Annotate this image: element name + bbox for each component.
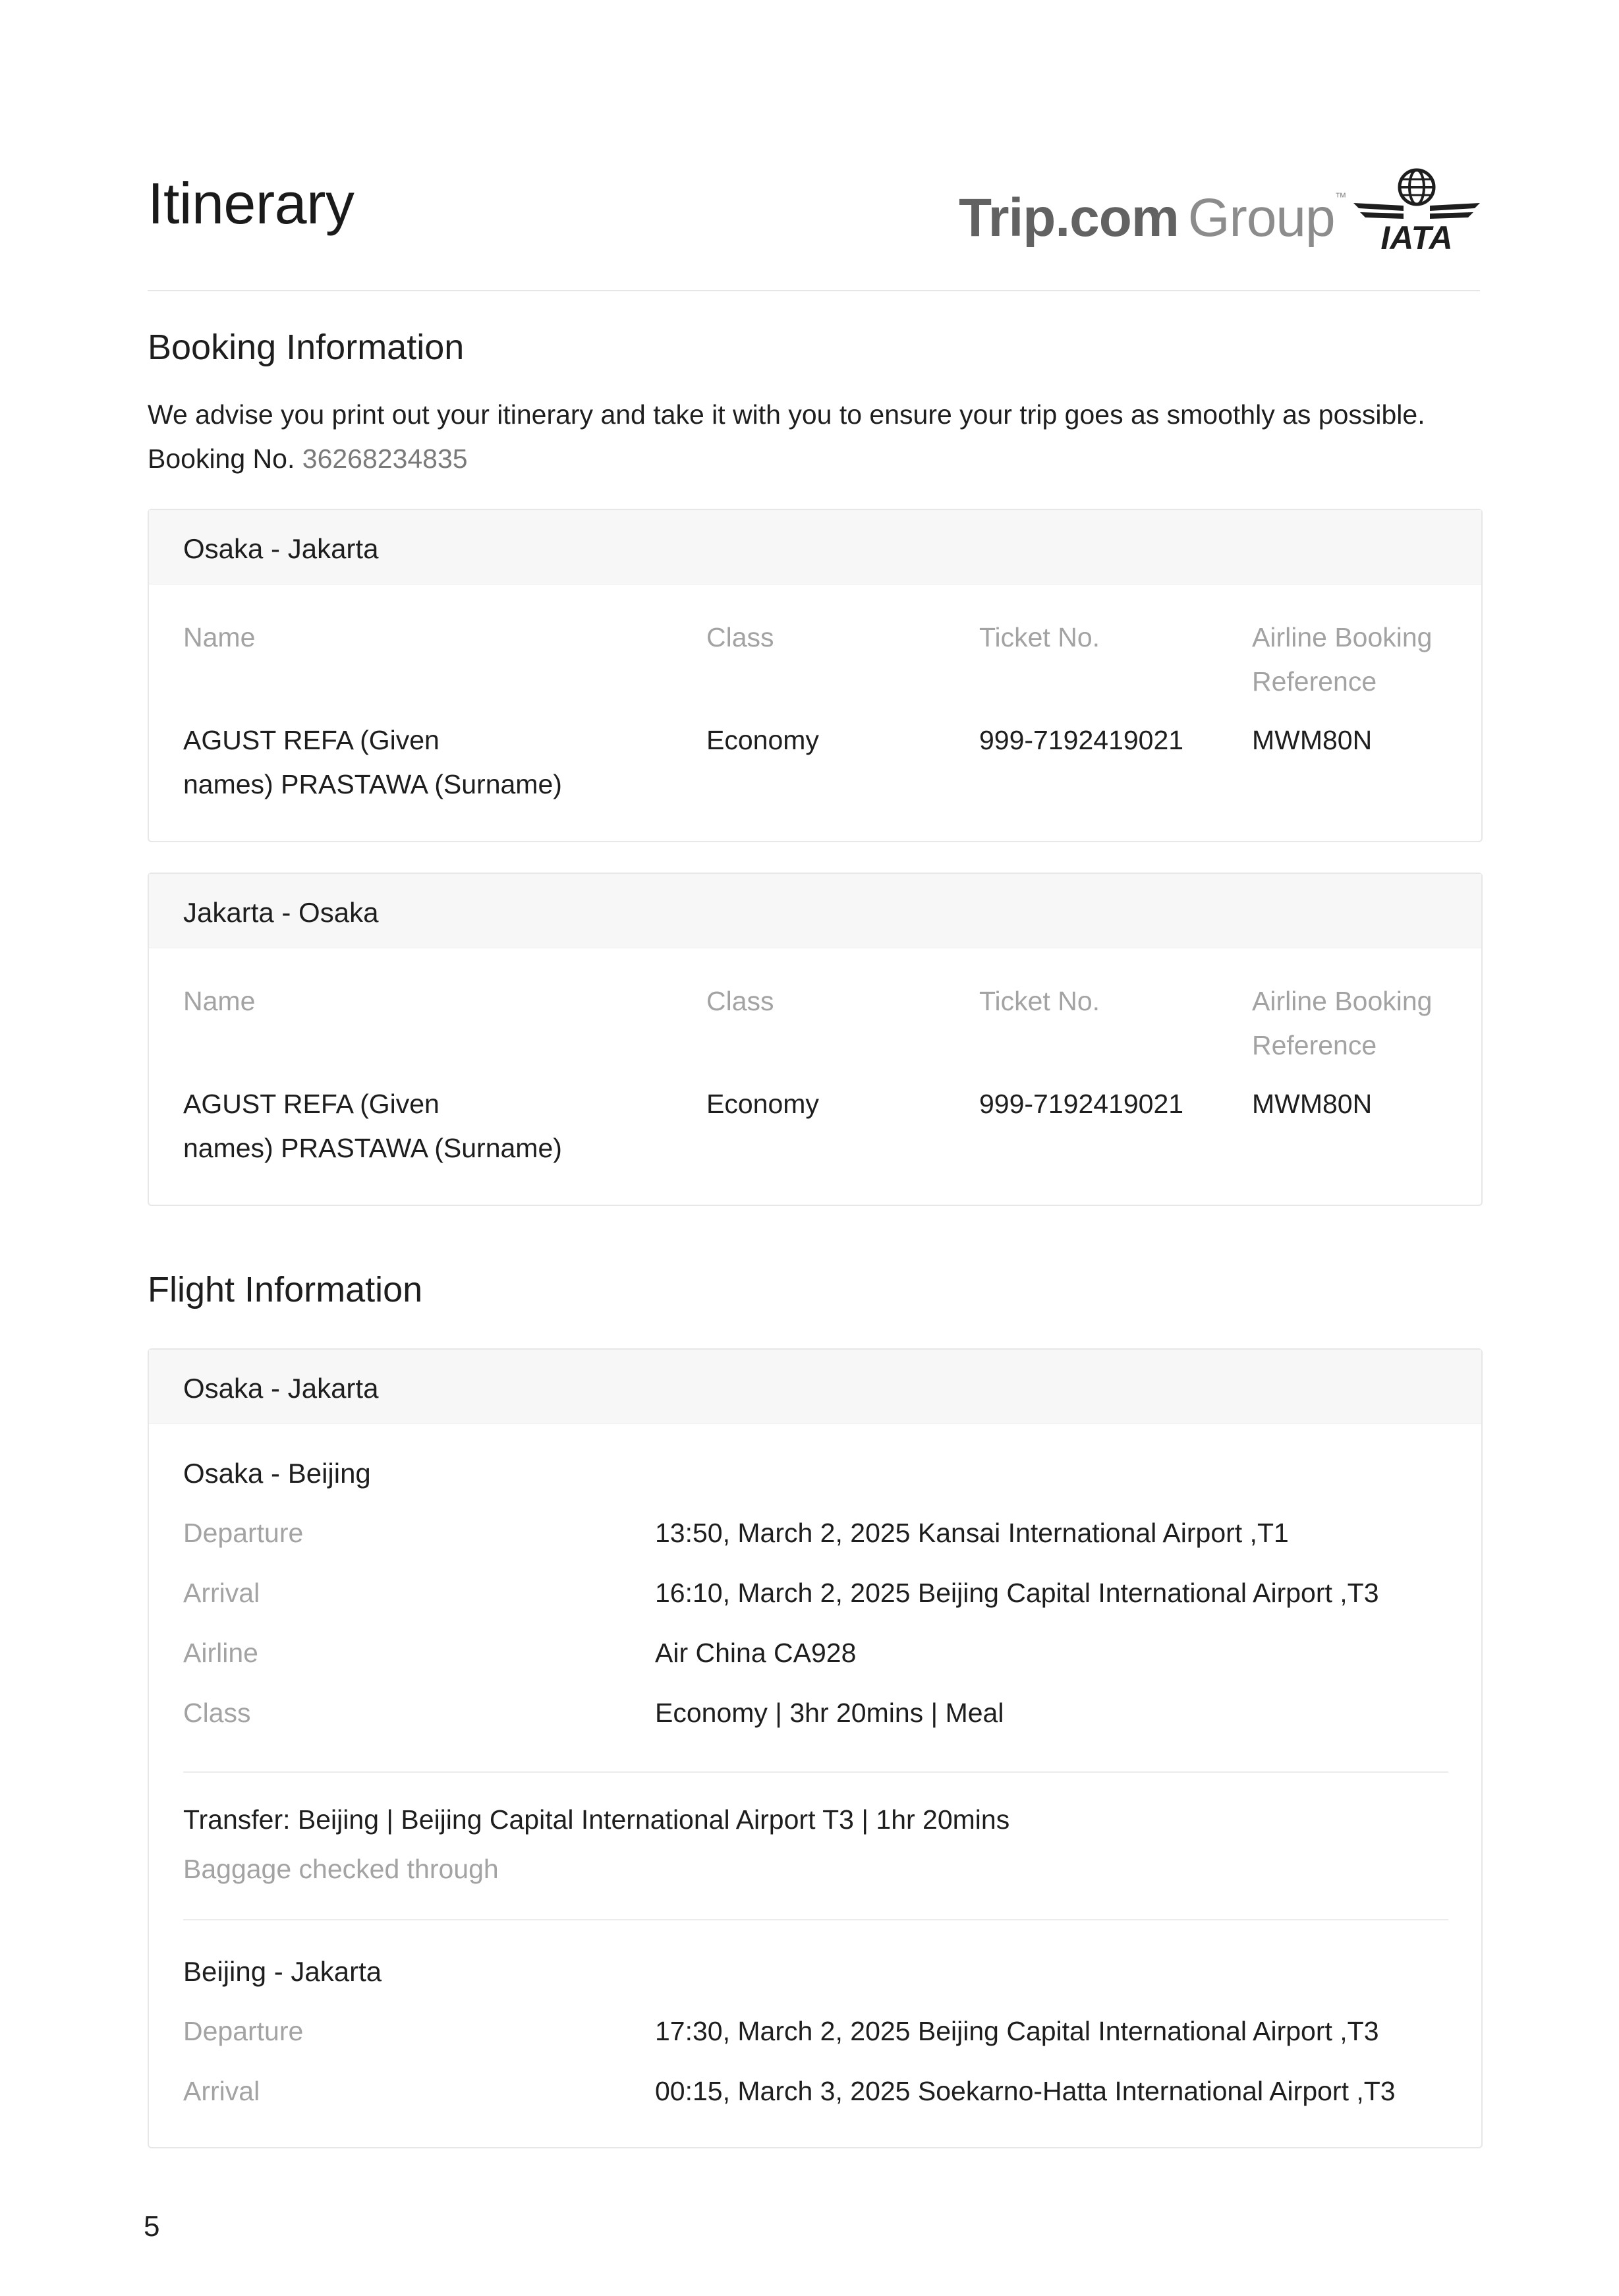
- booking-card-route: Jakarta - Osaka: [149, 874, 1481, 948]
- passenger-name-line1: AGUST REFA (Given: [183, 1089, 440, 1119]
- page-number: 5: [144, 2210, 160, 2243]
- arrival-value: 00:15, March 3, 2025 Soekarno-Hatta International Airport ,T3: [655, 2076, 1396, 2106]
- iata-logo-text: IATA: [1380, 219, 1453, 256]
- passenger-name: [183, 718, 644, 807]
- booking-advice: [148, 393, 1505, 481]
- column-header-airline-ref: [1252, 616, 1476, 704]
- column-header-airline-ref-line2: Reference: [1252, 666, 1377, 697]
- transfer-info: Transfer: Beijing | Beijing Capital International Airport T3 | 1hr 20mins: [183, 1804, 1010, 1835]
- passenger-name-line2: names) PRASTAWA (Surname): [183, 1133, 562, 1163]
- column-header-class: Class: [706, 622, 774, 652]
- arrival-label: Arrival: [183, 1578, 260, 1608]
- passenger-name-line1: AGUST REFA (Given: [183, 725, 440, 755]
- airline-value: Air China CA928: [655, 1638, 857, 1668]
- segment-divider: [183, 1771, 1448, 1773]
- passenger-name: [183, 1082, 644, 1170]
- column-header-airline-ref-line1: Airline Booking: [1252, 622, 1433, 652]
- column-header-airline-ref: [1252, 979, 1476, 1068]
- booking-number-line: [148, 437, 1505, 481]
- booking-section-title: Booking Information: [148, 328, 465, 367]
- brand-trip-text: Trip.com: [959, 188, 1179, 248]
- iata-logo-icon: [1351, 165, 1483, 257]
- column-header-name: Name: [183, 622, 256, 652]
- airline-booking-reference: MWM80N: [1252, 725, 1373, 755]
- flight-card-route: Osaka - Jakarta: [149, 1350, 1481, 1424]
- class-value: Economy | 3hr 20mins | Meal: [655, 1698, 1004, 1728]
- passenger-name-line2: names) PRASTAWA (Surname): [183, 769, 562, 799]
- departure-value: 17:30, March 2, 2025 Beijing Capital International Airport ,T3: [655, 2016, 1379, 2046]
- segment-divider: [183, 1919, 1448, 1920]
- flight-section-title: Flight Information: [148, 1270, 423, 1309]
- airline-booking-reference: MWM80N: [1252, 1089, 1373, 1119]
- page-title: Itinerary: [148, 171, 355, 236]
- class-label: Class: [183, 1698, 251, 1728]
- booking-card-route: Osaka - Jakarta: [149, 510, 1481, 585]
- booking-card-return: [148, 873, 1483, 1206]
- column-header-name: Name: [183, 986, 256, 1016]
- arrival-value: 16:10, March 2, 2025 Beijing Capital International Airport ,T3: [655, 1578, 1379, 1608]
- advice-text: We advise you print out your itinerary and take it with you to ensure your trip goes as smoothly as possible.: [148, 399, 1425, 430]
- arrival-label: Arrival: [183, 2076, 260, 2106]
- header-divider: [148, 290, 1480, 291]
- column-header-airline-ref-line2: Reference: [1252, 1030, 1377, 1060]
- departure-label: Departure: [183, 2016, 304, 2046]
- booking-card-outbound: [148, 509, 1483, 842]
- passenger-class: Economy: [706, 1089, 819, 1119]
- segment-title: Beijing - Jakarta: [183, 1956, 382, 1987]
- booking-number: 36268234835: [302, 444, 468, 474]
- segment-title: Osaka - Beijing: [183, 1458, 371, 1489]
- brand-trademark: ™: [1334, 190, 1347, 204]
- flight-card: [148, 1348, 1483, 2148]
- departure-value: 13:50, March 2, 2025 Kansai International Airport ,T1: [655, 1518, 1289, 1548]
- column-header-class: Class: [706, 986, 774, 1016]
- departure-label: Departure: [183, 1518, 304, 1548]
- baggage-note: Baggage checked through: [183, 1854, 499, 1884]
- column-header-airline-ref-line1: Airline Booking: [1252, 986, 1433, 1016]
- column-header-ticket: Ticket No.: [979, 622, 1100, 652]
- ticket-number: 999-7192419021: [979, 725, 1184, 755]
- brand-group-text: Group: [1187, 188, 1335, 248]
- tripcom-group-logo: [959, 188, 1347, 248]
- ticket-number: 999-7192419021: [979, 1089, 1184, 1119]
- column-header-ticket: Ticket No.: [979, 986, 1100, 1016]
- booking-number-label: Booking No.: [148, 444, 295, 474]
- passenger-class: Economy: [706, 725, 819, 755]
- airline-label: Airline: [183, 1638, 258, 1668]
